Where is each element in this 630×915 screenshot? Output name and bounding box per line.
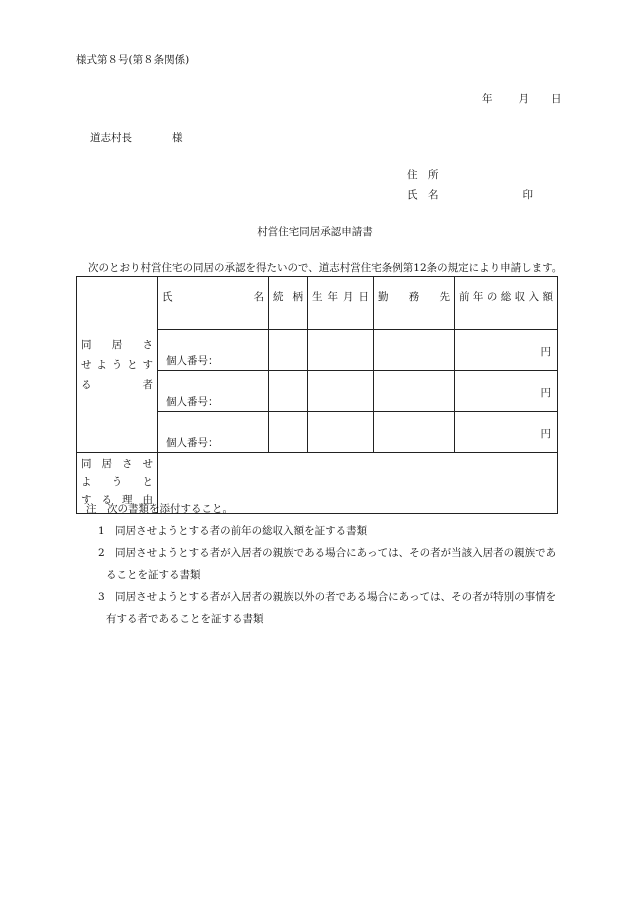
date-day: 日 (551, 93, 562, 105)
cohabitant-label-line3: る者 (81, 378, 153, 391)
relation-cell[interactable] (269, 330, 308, 371)
header-work: 勤 務 先 (378, 291, 450, 303)
applicant-block (407, 167, 533, 207)
cohabitant-label (77, 277, 158, 453)
income-cell[interactable] (455, 412, 558, 453)
reason-label-line3: する理由 (81, 494, 153, 506)
application-table (76, 276, 558, 514)
work-cell[interactable] (374, 412, 455, 453)
note-item-1: 1 同居させようとする者の前年の総収入額を証する書類 (98, 525, 368, 537)
address-label: 住 所 (407, 169, 439, 181)
reason-label-line1: 同居させ (81, 458, 153, 470)
intro-text: 次のとおり村営住宅の同居の承認を得たいので、道志村営住宅条例第12条の規定により申請します。 (88, 262, 563, 274)
document-title: 村営住宅同居承認申請書 (257, 226, 373, 238)
yen-unit: 円 (540, 387, 551, 399)
header-birth: 生年月日 (312, 291, 369, 303)
addressee-honorific: 様 (172, 132, 183, 144)
cohabitant-label-line2: せようとす (81, 358, 153, 371)
note-item-2-cont: ることを証する書類 (106, 569, 201, 581)
cohabitant-label-line1: 同居さ (81, 338, 153, 351)
work-cell[interactable] (374, 371, 455, 412)
income-cell[interactable] (455, 371, 558, 412)
birth-cell[interactable] (308, 412, 374, 453)
form-number: 様式第８号(第８条関係) (76, 54, 190, 66)
name-cell[interactable] (158, 330, 269, 371)
name-cell[interactable] (158, 371, 269, 412)
name-label: 氏 名 (407, 189, 439, 201)
id-number-label: 個人番号： (166, 437, 219, 449)
notes-head: 注 次の書類を添付すること。 (86, 503, 233, 515)
notes (86, 498, 556, 630)
note-item-3: 3 同居させようとする者が入居者の親族以外の者である場合にあっては、その者が特別の事情を (98, 591, 557, 603)
relation-cell[interactable] (269, 371, 308, 412)
id-number-label: 個人番号： (166, 355, 219, 367)
header-income: 前年の総収入額 (459, 291, 553, 303)
income-cell[interactable] (455, 330, 558, 371)
header-relation: 続柄 (273, 291, 303, 303)
date-line (482, 91, 562, 106)
name-cell[interactable] (158, 412, 269, 453)
birth-cell[interactable] (308, 371, 374, 412)
birth-cell[interactable] (308, 330, 374, 371)
reason-label-line2: ようと (81, 476, 153, 488)
seal-mark: 印 (522, 189, 533, 201)
note-item-2: 2 同居させようとする者が入居者の親族である場合にあっては、その者が当該入居者の親族であ (98, 547, 557, 559)
work-cell[interactable] (374, 330, 455, 371)
id-number-label: 個人番号： (166, 396, 219, 408)
date-year: 年 (482, 93, 493, 105)
note-item-3-cont: 有する者であることを証する書類 (106, 613, 264, 625)
header-name: 氏 名 (162, 291, 264, 303)
relation-cell[interactable] (269, 412, 308, 453)
date-month: 月 (518, 93, 529, 105)
yen-unit: 円 (540, 428, 551, 440)
yen-unit: 円 (540, 346, 551, 358)
addressee (90, 130, 183, 145)
addressee-name: 道志村長 (90, 132, 132, 144)
